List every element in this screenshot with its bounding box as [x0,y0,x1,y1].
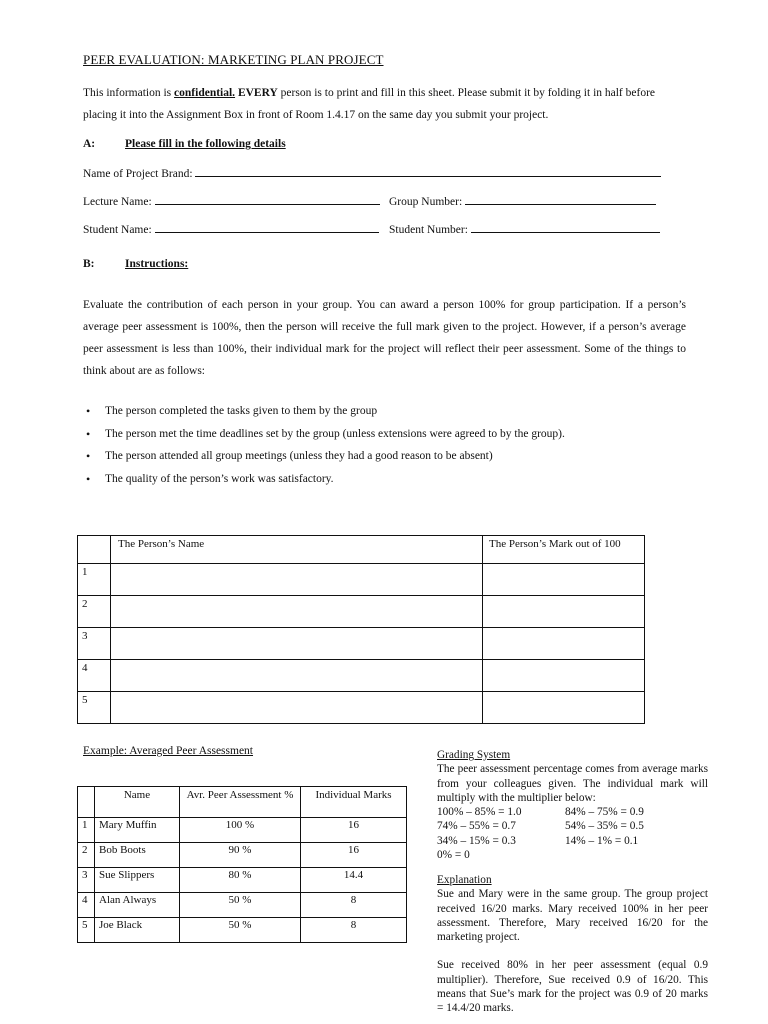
example-avr: 100 % [180,818,301,843]
example-name: Bob Boots [95,843,180,868]
group-number-label: Group Number: [389,196,463,208]
table-row [78,843,407,868]
example-marks: 14.4 [301,868,407,893]
column-header-mark: The Person’s Mark out of 100 [483,536,645,564]
example-marks: 8 [301,918,407,943]
row-number: 4 [78,660,111,692]
person-name-cell[interactable] [111,596,483,628]
group-number-line[interactable] [465,194,656,205]
example-avr: 80 % [180,868,301,893]
example-marks: 16 [301,818,407,843]
table-row [78,660,645,692]
person-name-cell[interactable] [111,692,483,724]
explanation-p2: Sue received 80% in her peer assessment (equal 0.9 multiplier). Therefore, Sue received 0.9 of 16/20. This means that Sue’s mark for the project was 0.9 of 20 marks = 14.4/20 marks. [437,959,708,1015]
row-number: 1 [78,564,111,596]
grade-range: 100% – 85% = 1.0 [437,806,522,819]
table-row [78,893,407,918]
example-name: Mary Muffin [95,818,180,843]
table-row [78,692,645,724]
table-row [78,868,407,893]
table-header-row [78,536,645,564]
grading-text: The peer assessment percentage comes from average marks from your colleagues given. The individual mark will multiply with the multiplier below: [437,763,708,804]
example-avr: 50 % [180,893,301,918]
row-number: 5 [78,918,95,943]
list-item: • The person attended all group meetings (unless they had a good reason to be absent) [83,445,565,468]
column-header-marks: Individual Marks [301,787,407,818]
column-header-name: The Person’s Name [111,536,483,564]
lecture-name-field[interactable] [83,194,380,208]
person-mark-cell[interactable] [483,692,645,724]
person-name-cell[interactable] [111,628,483,660]
person-mark-cell[interactable] [483,564,645,596]
student-name-label: Student Name: [83,224,152,236]
row-number: 4 [78,893,95,918]
row-number: 2 [78,843,95,868]
student-name-line[interactable] [155,222,379,233]
table-row [78,628,645,660]
example-name: Sue Slippers [95,868,180,893]
list-item: • The person completed the tasks given to them by the group [83,400,565,423]
example-marks: 8 [301,893,407,918]
page-title: PEER EVALUATION: MARKETING PLAN PROJECT [83,52,384,67]
example-marks: 16 [301,843,407,868]
person-mark-cell[interactable] [483,660,645,692]
person-name-cell[interactable] [111,564,483,596]
person-name-cell[interactable] [111,660,483,692]
example-name: Joe Black [95,918,180,943]
confidential-emphasis: confidential. [174,87,236,99]
grade-range: 54% – 35% = 0.5 [565,820,644,833]
row-number: 3 [78,868,95,893]
grade-range [565,848,708,862]
section-a-heading: A: Please fill in the following details [83,138,286,150]
peer-mark-table [77,535,645,724]
table-row [78,818,407,843]
project-brand-line[interactable] [195,166,661,177]
example-name: Alan Always [95,893,180,918]
criteria-list [83,400,565,490]
intro-paragraph: This information is confidential. EVERY person is to print and fill in this sheet. Please submit it by folding it in half before placing it into the Assignment Box in front of Room 1.4.17 on the same day you submit your project. [83,87,656,121]
instructions-paragraph: Evaluate the contribution of each person in your group. You can award a person 100% for group participation. If a person’s average peer assessment is 100%, then the person will receive the full mark given to the project. However, if a person’s average peer assessment is less than 100%, their individual mark for the project will reflect their peer assessment. Some of the things to think about are as follows: [83,299,686,377]
explanation-p1: Sue and Mary were in the same group. The group project received 16/20 marks. Mary received 100% in her peer assessment. Therefore, Mary received 16/20 for the marketing project. [437,888,708,944]
student-name-field[interactable] [83,222,379,236]
grade-range: 84% – 75% = 0.9 [565,806,644,819]
student-number-field[interactable] [389,222,660,236]
lecture-name-line[interactable] [155,194,380,205]
table-header-row [78,787,407,818]
project-brand-field[interactable] [83,166,661,180]
lecture-name-label: Lecture Name: [83,196,152,208]
example-table [77,786,407,943]
example-avr: 90 % [180,843,301,868]
row-number: 1 [78,818,95,843]
column-header-avr: Avr. Peer Assessment % [180,787,301,818]
student-number-line[interactable] [471,222,660,233]
grading-system [437,748,708,862]
example-title: Example: Averaged Peer Assessment [83,745,254,757]
column-header-name: Name [95,787,180,818]
every-emphasis: EVERY [237,87,278,99]
table-row [78,564,645,596]
student-number-label: Student Number: [389,224,468,236]
example-avr: 50 % [180,918,301,943]
explanation [437,873,708,1016]
explanation-heading: Explanation [437,874,492,886]
person-mark-cell[interactable] [483,628,645,660]
grade-range: 0% = 0 [437,849,470,862]
grade-range: 34% – 15% = 0.3 [437,834,516,847]
list-item: • The quality of the person’s work was satisfactory. [83,468,565,491]
grading-heading: Grading System [437,749,511,761]
person-mark-cell[interactable] [483,596,645,628]
group-number-field[interactable] [389,194,656,208]
grade-range: 74% – 55% = 0.7 [437,820,516,833]
row-number: 5 [78,692,111,724]
grade-range: 14% – 1% = 0.1 [565,834,639,847]
project-brand-label: Name of Project Brand: [83,168,193,180]
table-row [78,596,645,628]
section-b-heading: B: Instructions: [83,258,189,270]
list-item: • The person met the time deadlines set by the group (unless extensions were agreed to by the group). [83,423,565,446]
grading-scale [437,805,708,862]
table-row [78,918,407,943]
row-number: 2 [78,596,111,628]
row-number: 3 [78,628,111,660]
